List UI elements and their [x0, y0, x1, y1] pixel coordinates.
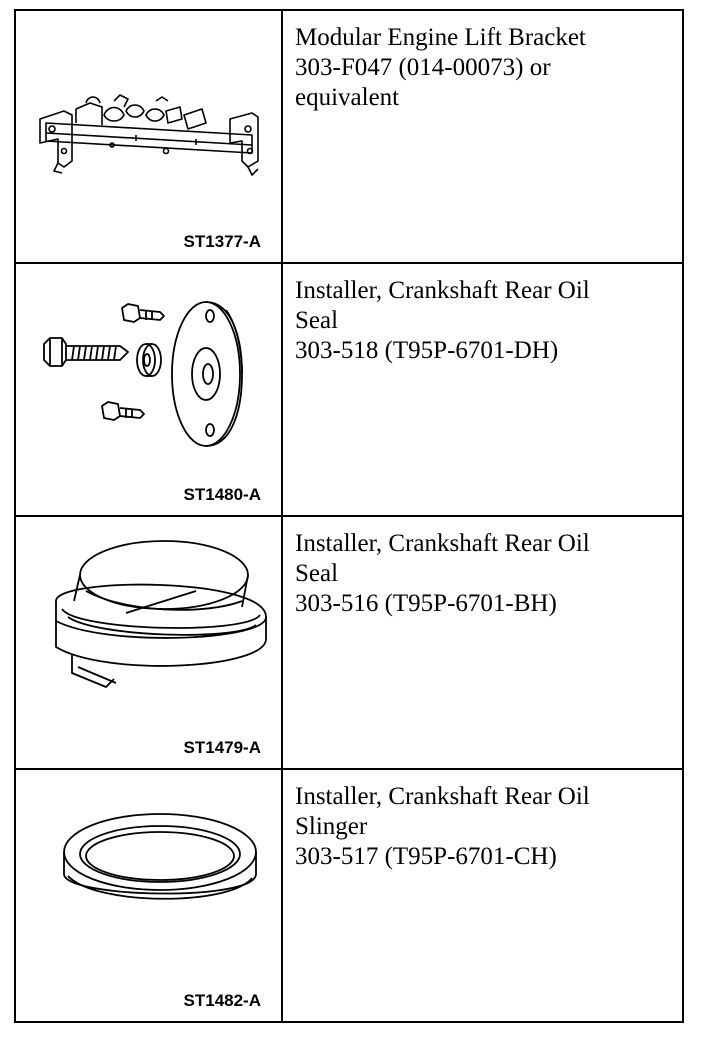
tool-illustration-cell: [15, 10, 282, 263]
figure-caption: ST1479-A: [183, 738, 261, 757]
tool-number: 303-517 (T95P-6701-CH): [295, 843, 557, 870]
seal-installer-bolts-icon: [16, 264, 283, 517]
table-row: [15, 769, 683, 1022]
tool-illustration-cell: [15, 769, 282, 1022]
tool-number: 303-518 (T95P-6701-DH): [295, 337, 559, 364]
figure-caption: ST1480-A: [183, 485, 261, 504]
engine-lift-bracket-icon: [16, 11, 283, 264]
table-row: [15, 516, 683, 769]
tool-description-cell: [282, 516, 683, 769]
tool-name: Modular Engine Lift Bracket: [295, 24, 586, 51]
tool-name: Installer, Crankshaft Rear Oil: [295, 277, 590, 304]
tool-name: Installer, Crankshaft Rear Oil: [295, 530, 590, 557]
figure-caption: ST1377-A: [183, 232, 261, 251]
tool-name: Installer, Crankshaft Rear Oil: [295, 783, 590, 810]
tool-number: 303-F047 (014-00073) or: [295, 54, 551, 81]
tool-description-cell: [282, 769, 683, 1022]
special-tools-table: [14, 9, 684, 1023]
seal-installer-ring-icon: [16, 517, 283, 770]
table-row: [15, 263, 683, 516]
table-row: [15, 10, 683, 263]
figure-caption: ST1482-A: [183, 991, 261, 1010]
tool-name-continued: Seal: [295, 560, 339, 587]
slinger-installer-ring-icon: [16, 770, 283, 1023]
tool-number: 303-516 (T95P-6701-BH): [295, 590, 557, 617]
tool-description-cell: [282, 10, 683, 263]
tool-name-continued: Seal: [295, 307, 339, 334]
tool-illustration-cell: [15, 516, 282, 769]
tool-description-cell: [282, 263, 683, 516]
tool-note: equivalent: [295, 84, 400, 111]
tool-illustration-cell: [15, 263, 282, 516]
tool-name-continued: Slinger: [295, 813, 368, 840]
